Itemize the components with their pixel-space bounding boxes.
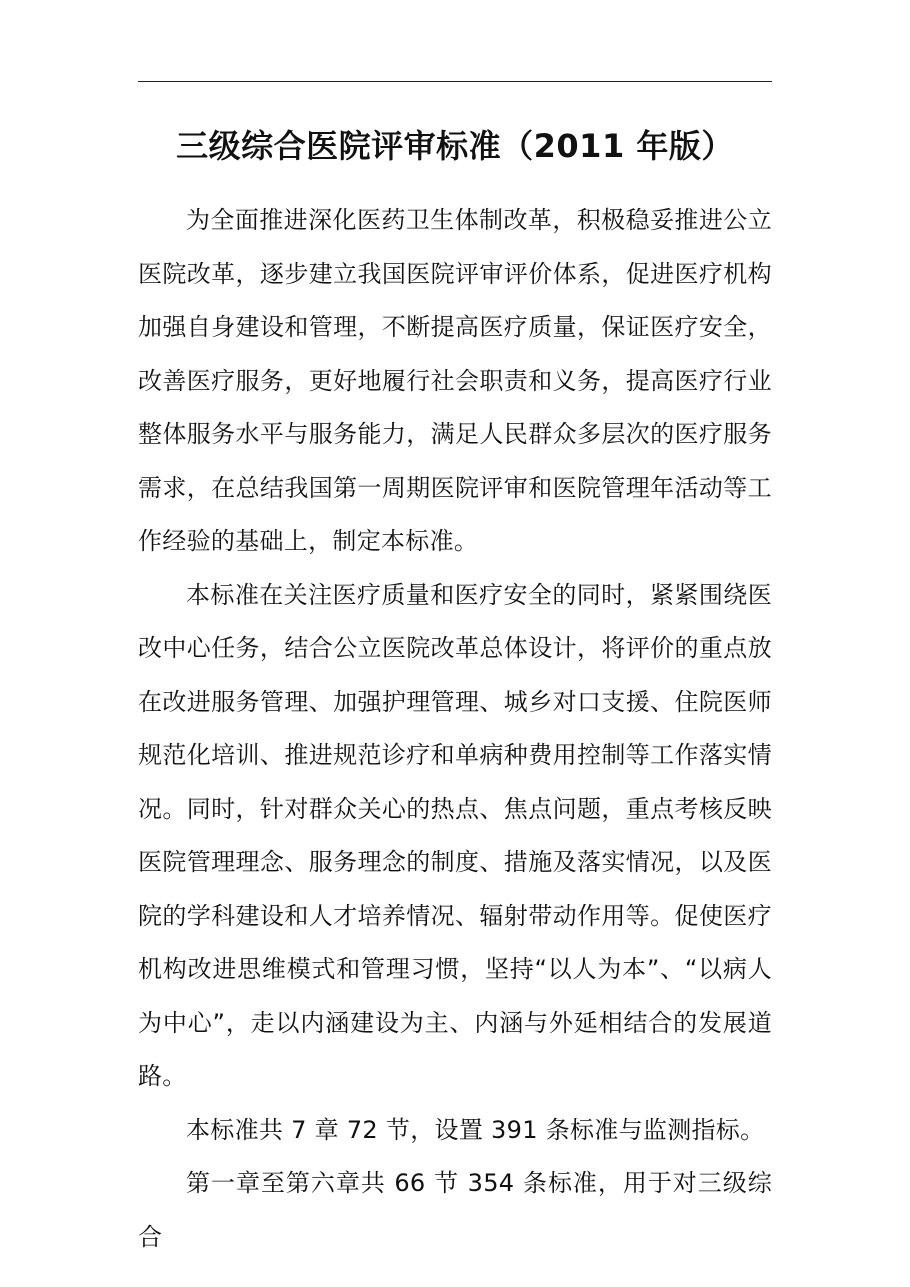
document-title: 三级综合医院评审标准（2011 年版） [176, 127, 734, 165]
paragraph-structure: 本标准共 7 章 72 节，设置 391 条标准与监测指标。 [186, 1115, 765, 1144]
paragraph-chapters: 第一章至第六章共 66 节 354 条标准，用于对三级综合 [138, 1169, 772, 1251]
paragraph-focus: 本标准在关注医疗质量和医疗安全的同时，紧紧围绕医改中心任务，结合公立医院改革总体设计，将评价的重点放在改进服务管理、加强护理管理、城乡对口支援、住院医师规范化培训、推进规范诊疗和单病种费用控制等工作落实情况。同时，针对群众关心的热点、焦点问题，重点考核反映医院管理理念、服务理念的制度、措施及落实情况，以及医院的学科建设和人才培养情况、辐射带动作用等。促使医疗机构改进思维模式和管理习惯，坚持“以人为本”、“以病人为中心”，走以内涵建设为主、内涵与外延相结合的发展道路。 [138, 580, 772, 1090]
paragraph-intro: 为全面推进深化医药卫生体制改革，积极稳妥推进公立医院改革，逐步建立我国医院评审评价体系，促进医疗机构加强自身建设和管理，不断提高医疗质量，保证医疗安全，改善医疗服务，更好地履行社会职责和义务，提高医疗行业整体服务水平与服务能力，满足人民群众多层次的医疗服务需求，在总结我国第一周期医院评审和医院管理年活动等工作经验的基础上，制定本标准。 [138, 206, 772, 555]
header-rule [138, 81, 772, 82]
document-body [138, 194, 772, 1264]
